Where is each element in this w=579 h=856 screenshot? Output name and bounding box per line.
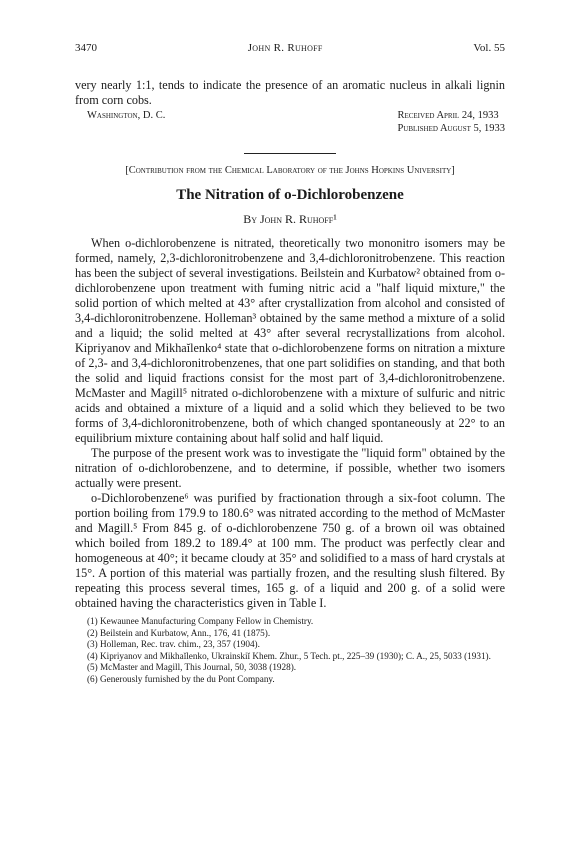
footnote: (1) Kewaunee Manufacturing Company Fellow in Chemistry. bbox=[87, 616, 314, 626]
footnote: (5) McMaster and Magill, This Journal, 50, 3038 (1928). bbox=[87, 662, 297, 673]
contribution-line: [Contribution from the Chemical Laboratory of the Johns Hopkins University] bbox=[125, 165, 455, 176]
article-byline: By John R. Ruhoff¹ bbox=[243, 212, 337, 226]
page-number: 3470 bbox=[75, 42, 97, 54]
footnote: (3) Holleman, Rec. trav. chim., 23, 357 (1904). bbox=[87, 639, 260, 650]
published-date: Published August 5, 1933 bbox=[397, 123, 505, 134]
running-author: John R. Ruhoff bbox=[247, 42, 323, 54]
running-header bbox=[75, 42, 505, 54]
paragraph-purpose: The purpose of the present work was to investigate the "liquid form" obtained by the nitration of o-dichlorobenzene, and to determine, if possible, whether two isomers actually were present. bbox=[75, 446, 505, 490]
page-body bbox=[75, 78, 505, 686]
footnote: (6) Generously furnished by the du Pont Company. bbox=[87, 673, 275, 684]
footnote: (4) Kipriyanov and Mikhaĭlenko, Ukrainskiĭ Khem. Zhur., 5 Tech. pt., 225–39 (1930); C. A., 25, 5033 (1931). bbox=[87, 650, 491, 661]
publication-info bbox=[87, 109, 505, 135]
volume-number: Vol. 55 bbox=[473, 42, 505, 54]
footnotes bbox=[75, 616, 505, 686]
paragraph-method: o-Dichlorobenzene⁶ was purified by fractionation through a six-foot column. The portion boiling from 179.9 to 180.6° was nitrated according to the method of McMaster and Magill.⁵ From 845 g. of o-dichlorobenzene 750 g. of a brown oil was obtained which boiled from 189.2 to 189.4° at 100 mm. The product was perfectly clear and homogeneous at 40°; it became cloudy at 35° and solidified to a mass of hard crystals at 15°. A portion of this material was partially frozen, and the resulting slush filtered. By repeating this process several times, 165 g. of a liquid and 200 g. of a solid were obtained having the characteristics given in Table I. bbox=[75, 491, 505, 610]
dates bbox=[397, 109, 505, 135]
footnote: (2) Beilstein and Kurbatow, Ann., 176, 41 (1875). bbox=[87, 627, 271, 638]
location: Washington, D. C. bbox=[87, 110, 166, 121]
section-divider bbox=[244, 153, 336, 154]
previous-article-tail: very nearly 1:1, tends to indicate the presence of an aromatic nucleus in alkali lignin from corn cobs. bbox=[75, 78, 505, 107]
article-title: The Nitration of o-Dichlorobenzene bbox=[176, 187, 404, 203]
received-date: Received April 24, 1933 bbox=[397, 110, 499, 121]
paragraph-intro: When o-dichlorobenzene is nitrated, theoretically two mononitro isomers may be formed, namely, 2,3-dichloronitrobenzene and 3,4-dichloronitrobenzene. This reaction has been the subject of several investigations. Beilstein and Kurbatow² obtained from o-dichlorobenzene upon treatment with fuming nitric acid a "half liquid mixture," the solid portion of which melted at 43° after crystallization from alcohol and consisted of 3,4-dichloronitrobenzene. Holleman³ obtained by the same method a mixture of a solid and a liquid; the solid melted at 43° after several recrystallizations from alcohol. Kipriyanov and Mikhaĭlenko⁴ state that o-dichlorobenzene forms on nitration a mixture of 2,3- and 3,4-dichloronitrobenzenes, that one part solidifies on standing, and that both the solid and liquid fractions consist for the most part of 3,4-dichloronitrobenzene. McMaster and Magill⁵ nitrated o-dichlorobenzene with a mixture of sulfuric and nitric acids and obtained a mixture of a liquid and a solid which they believed to be two forms of 3,4-dichloronitrobenzene, both of which changed spontaneously at 22° to an equilibrium mixture containing about half solid and half liquid. bbox=[75, 236, 505, 445]
